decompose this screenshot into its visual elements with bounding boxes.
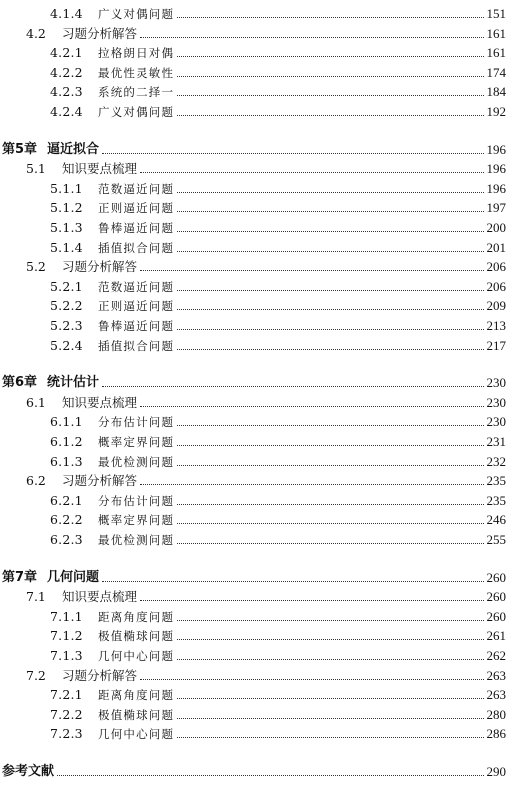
toc-title: 最优检测问题 <box>98 454 175 469</box>
toc-page-number: 230 <box>486 394 506 410</box>
toc-page-number: 217 <box>486 337 506 353</box>
toc-entry[interactable] <box>0 391 510 411</box>
dot-leader <box>177 503 483 505</box>
dot-leader <box>177 697 483 699</box>
toc-page-number: 230 <box>486 375 506 391</box>
toc-page-number: 174 <box>486 64 506 80</box>
toc-number: 7.2.1 <box>50 687 83 703</box>
toc-page-number: 263 <box>486 667 506 683</box>
toc-page-number: 151 <box>486 6 506 21</box>
toc-number: 第7章 <box>2 569 38 585</box>
dot-leader <box>102 385 483 387</box>
dot-leader <box>177 522 483 524</box>
toc-entry[interactable] <box>0 334 510 354</box>
toc-page-number: 206 <box>486 259 506 275</box>
toc-title: 系统的二择一 <box>98 85 175 100</box>
toc-entry[interactable] <box>0 624 510 644</box>
toc-entry[interactable] <box>0 489 510 509</box>
dot-leader <box>177 658 483 660</box>
toc-number: 6.2 <box>26 473 46 489</box>
dot-leader <box>140 483 483 485</box>
toc-page-number: 161 <box>486 25 506 41</box>
dot-leader <box>57 774 483 776</box>
toc-number: 第6章 <box>2 375 38 391</box>
toc-entry[interactable] <box>0 61 510 81</box>
dot-leader <box>140 599 483 601</box>
toc-number: 6.2.2 <box>50 512 83 528</box>
toc-entry[interactable] <box>0 585 510 605</box>
toc-entry[interactable] <box>0 294 510 314</box>
toc-title: 习题分析解答 <box>62 473 138 489</box>
toc-entry[interactable] <box>0 410 510 430</box>
toc-number: 5.1.3 <box>50 220 83 235</box>
toc-entry[interactable] <box>0 100 510 120</box>
dot-leader <box>177 542 483 544</box>
toc-title: 知识要点梳理 <box>62 589 138 605</box>
toc-page-number: 280 <box>486 706 506 722</box>
dot-leader <box>177 619 483 621</box>
toc-title: 几何问题 <box>47 569 100 585</box>
dot-leader <box>177 328 483 330</box>
toc-page-number: 184 <box>486 84 506 100</box>
dot-leader <box>177 464 483 466</box>
toc-number: 6.2.3 <box>50 532 83 547</box>
toc-title: 知识要点梳理 <box>62 161 138 177</box>
toc-entry[interactable] <box>0 605 510 625</box>
toc-number: 5.2 <box>26 259 46 275</box>
toc-title: 统计估计 <box>47 375 100 391</box>
dot-leader <box>140 269 483 271</box>
dot-leader <box>177 424 483 426</box>
toc-page-number: 209 <box>486 298 506 314</box>
toc-entry[interactable] <box>0 196 510 216</box>
dot-leader <box>177 114 483 116</box>
dot-leader <box>140 36 483 38</box>
toc-references-entry[interactable] <box>0 760 510 780</box>
toc-title: 正则逼近问题 <box>98 201 175 216</box>
toc-page-number: 196 <box>486 161 506 177</box>
toc-entry[interactable] <box>0 450 510 470</box>
toc-title: 拉格朗日对偶 <box>98 46 175 61</box>
dot-leader <box>140 171 483 173</box>
toc-number: 7.2.3 <box>50 726 83 742</box>
dot-leader <box>177 736 483 738</box>
toc-page-number: 213 <box>486 318 506 333</box>
toc-title: 知识要点梳理 <box>62 394 138 410</box>
toc-title: 概率定界问题 <box>98 435 175 449</box>
toc-page-number: 196 <box>486 180 506 196</box>
toc-entry[interactable] <box>0 722 510 742</box>
toc-chapter-entry[interactable] <box>0 138 510 158</box>
toc-title: 范数逼近问题 <box>98 279 175 294</box>
toc-page-number: 261 <box>486 628 506 644</box>
dot-leader <box>140 405 483 407</box>
toc-title: 距离角度问题 <box>98 609 175 624</box>
toc-title: 插值拟合问题 <box>98 240 175 255</box>
toc-number: 6.2.1 <box>50 492 83 508</box>
toc-page-number: 196 <box>486 141 506 157</box>
dot-leader <box>102 580 483 582</box>
dot-leader <box>177 75 483 77</box>
toc-title: 分布估计问题 <box>98 415 175 430</box>
toc-number: 4.1.4 <box>50 6 83 21</box>
toc-entry[interactable] <box>0 2 510 22</box>
toc-chapter-entry[interactable] <box>0 566 510 586</box>
toc-title: 距离角度问题 <box>98 688 175 703</box>
toc-entry[interactable] <box>0 703 510 723</box>
toc-title: 极值椭球问题 <box>98 629 175 644</box>
dot-leader <box>177 638 483 640</box>
toc-number: 7.1.1 <box>50 608 83 624</box>
dot-leader <box>177 16 483 18</box>
toc-title: 参考文献 <box>2 764 55 779</box>
toc-title: 分布估计问题 <box>98 493 175 508</box>
toc-page-number: 286 <box>486 726 506 742</box>
toc-page-number: 260 <box>486 569 506 585</box>
toc-number: 4.2.4 <box>50 104 83 119</box>
toc-entry[interactable] <box>0 430 510 450</box>
toc-number: 6.1 <box>26 394 46 410</box>
dot-leader <box>177 348 483 350</box>
toc-page-number: 201 <box>486 239 506 255</box>
toc-title: 广义对偶问题 <box>98 105 175 119</box>
toc-entry[interactable] <box>0 22 510 42</box>
toc-number: 5.1 <box>26 161 46 177</box>
dot-leader <box>177 94 483 96</box>
toc-title: 鲁棒逼近问题 <box>98 319 175 333</box>
toc-title: 几何中心问题 <box>98 649 175 663</box>
dot-leader <box>140 678 483 680</box>
toc-number: 6.1.1 <box>50 414 83 430</box>
dot-leader <box>177 191 483 193</box>
toc-entry[interactable] <box>0 469 510 489</box>
toc-entry[interactable] <box>0 528 510 548</box>
toc-title: 最优检测问题 <box>98 533 175 547</box>
toc-page-number: 192 <box>486 104 506 119</box>
toc-number: 5.1.2 <box>50 200 83 216</box>
dot-leader <box>102 152 483 154</box>
toc-page-number: 290 <box>486 764 506 779</box>
toc-number: 7.1.2 <box>50 628 83 644</box>
toc-title: 广义对偶问题 <box>98 7 175 21</box>
toc-number: 7.2.2 <box>50 706 83 722</box>
toc-page-number: 235 <box>486 492 506 508</box>
toc-page-number: 200 <box>486 220 506 235</box>
toc-number: 5.1.1 <box>50 180 83 196</box>
toc-entry[interactable] <box>0 683 510 703</box>
toc-number: 5.2.2 <box>50 298 83 314</box>
toc-title: 插值拟合问题 <box>98 338 175 353</box>
toc-page-number: 232 <box>486 453 506 469</box>
toc-page-number: 197 <box>486 200 506 216</box>
toc-entry[interactable] <box>0 255 510 275</box>
toc-number: 7.1.3 <box>50 648 83 663</box>
toc-entry[interactable] <box>0 41 510 61</box>
dot-leader <box>177 230 483 232</box>
toc-page-number: 161 <box>486 45 506 61</box>
toc-entry[interactable] <box>0 314 510 334</box>
toc-page-number: 246 <box>486 512 506 528</box>
toc-entry[interactable] <box>0 644 510 664</box>
toc-entry[interactable] <box>0 664 510 684</box>
toc-page-number: 235 <box>486 473 506 489</box>
toc-number: 4.2.3 <box>50 84 83 100</box>
toc-number: 4.2.1 <box>50 45 83 61</box>
dot-leader <box>177 717 483 719</box>
toc-number: 4.2 <box>26 25 46 41</box>
toc-page-number: 230 <box>486 414 506 430</box>
dot-leader <box>177 55 483 57</box>
toc-title: 最优性灵敏性 <box>98 65 175 80</box>
toc-title: 鲁棒逼近问题 <box>98 221 175 235</box>
dot-leader <box>177 444 483 446</box>
toc-title: 习题分析解答 <box>62 25 138 41</box>
toc-title: 正则逼近问题 <box>98 299 175 314</box>
dot-leader <box>177 308 483 310</box>
toc-number: 5.1.4 <box>50 239 83 255</box>
toc-title: 极值椭球问题 <box>98 707 175 722</box>
toc-entry[interactable] <box>0 236 510 256</box>
toc-title: 习题分析解答 <box>62 667 138 683</box>
dot-leader <box>177 250 483 252</box>
toc-number: 7.1 <box>26 589 46 605</box>
toc-page-number: 255 <box>486 532 506 547</box>
toc-number: 第5章 <box>2 141 38 157</box>
toc-number: 4.2.2 <box>50 64 83 80</box>
toc-title: 概率定界问题 <box>98 513 175 528</box>
toc-number: 7.2 <box>26 667 46 683</box>
toc-entry[interactable] <box>0 80 510 100</box>
toc-number: 5.2.4 <box>50 337 83 353</box>
toc-title: 范数逼近问题 <box>98 181 175 196</box>
toc-page-number: 206 <box>486 278 506 294</box>
dot-leader <box>177 210 483 212</box>
toc-title: 习题分析解答 <box>62 259 138 275</box>
toc-title: 逼近拟合 <box>47 141 100 157</box>
toc-chapter-entry[interactable] <box>0 371 510 391</box>
dot-leader <box>177 289 483 291</box>
toc-entry[interactable] <box>0 275 510 295</box>
toc-entry[interactable] <box>0 508 510 528</box>
toc-number: 6.1.2 <box>50 434 83 449</box>
toc-page-number: 260 <box>486 589 506 605</box>
toc-page-number: 262 <box>486 648 506 663</box>
toc-entry[interactable] <box>0 216 510 236</box>
toc-entry[interactable] <box>0 177 510 197</box>
toc-entry[interactable] <box>0 157 510 177</box>
toc-page-number: 260 <box>486 608 506 624</box>
toc-number: 5.2.1 <box>50 278 83 294</box>
toc-number: 5.2.3 <box>50 318 83 333</box>
toc-page-number: 263 <box>486 687 506 703</box>
toc-page-number: 231 <box>486 434 506 449</box>
toc-title: 几何中心问题 <box>98 727 175 742</box>
toc-number: 6.1.3 <box>50 453 83 469</box>
